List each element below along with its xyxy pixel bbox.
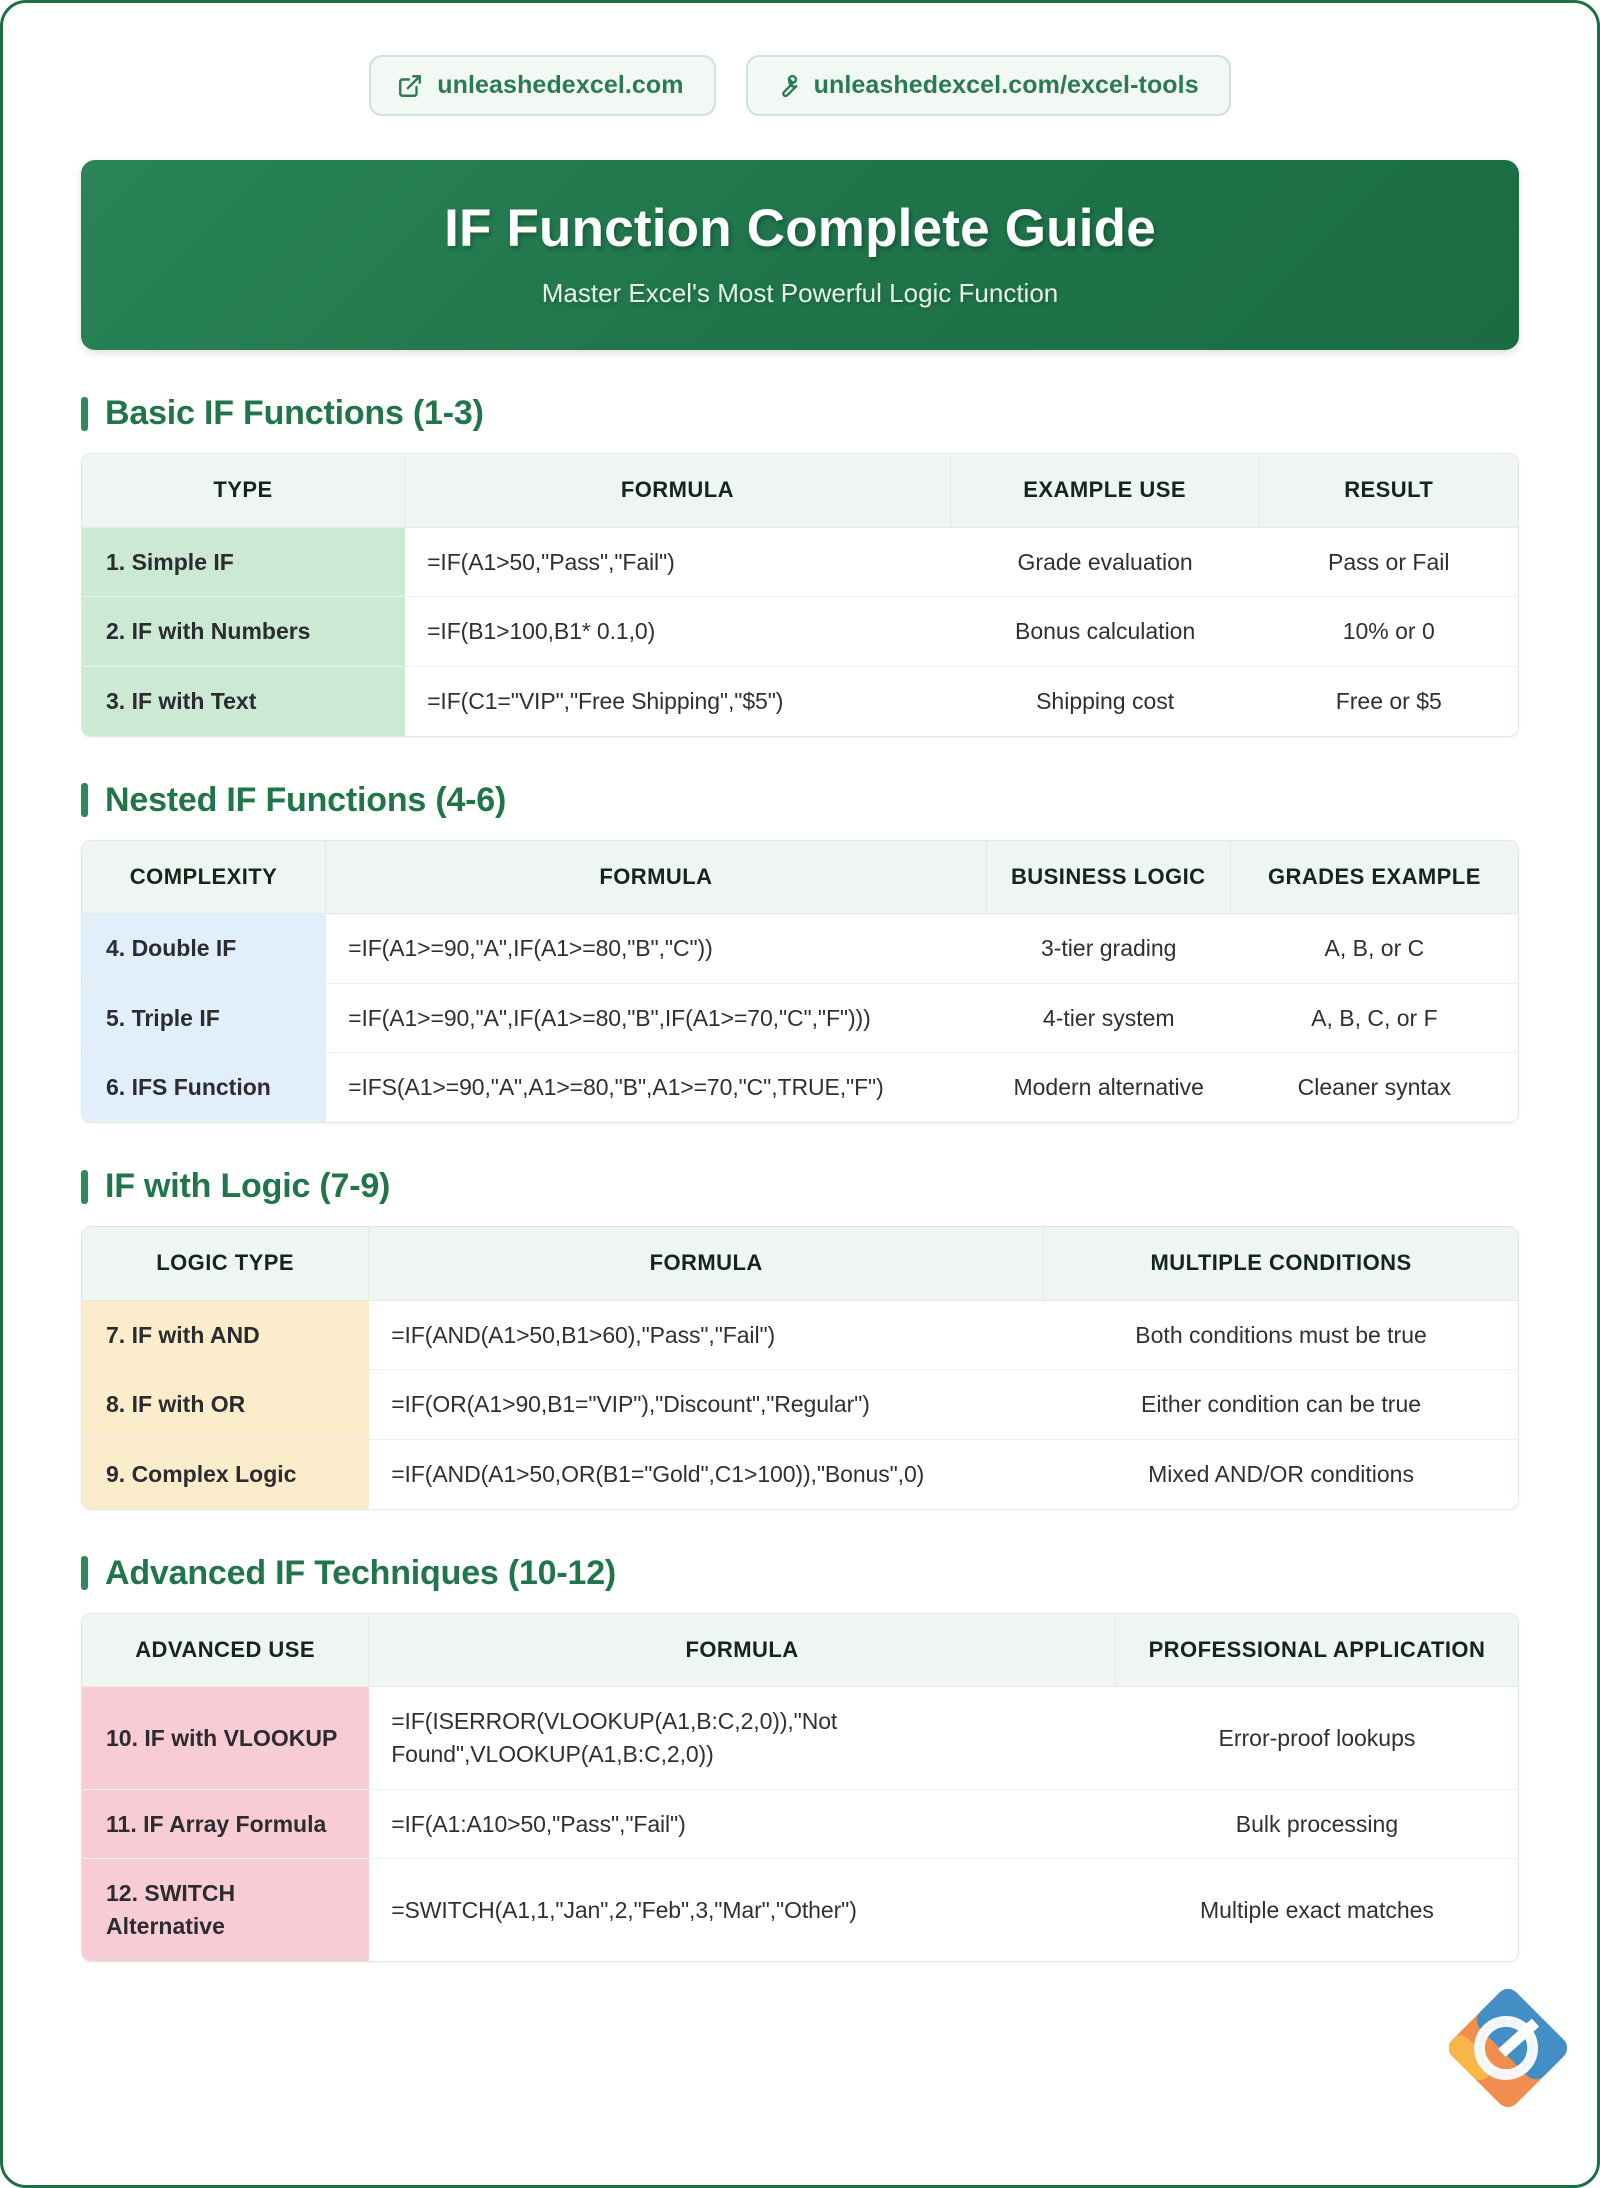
row-formula: =IF(OR(A1>90,B1="VIP"),"Discount","Regular") [369, 1370, 1044, 1440]
section-accent-bar [81, 783, 88, 817]
table-basic-if [81, 453, 1519, 737]
row-label: 7. IF with AND [82, 1301, 369, 1371]
row-formula: =IF(A1:A10>50,"Pass","Fail") [369, 1790, 1116, 1860]
row-grades-example: A, B, or C [1231, 914, 1518, 984]
row-label: 5. Triple IF [82, 984, 326, 1054]
column-header: GRADES EXAMPLE [1231, 841, 1518, 915]
table-row [82, 1859, 1518, 1960]
page-title: IF Function Complete Guide [444, 198, 1156, 258]
section-nested-if [81, 781, 1519, 1124]
section-title: Nested IF Functions (4-6) [105, 780, 507, 819]
row-formula: =IF(AND(A1>50,B1>60),"Pass","Fail") [369, 1301, 1044, 1371]
table-advanced-if [81, 1613, 1519, 1962]
row-formula: =IF(A1>=90,"A",IF(A1>=80,"B","C")) [326, 914, 987, 984]
section-header [81, 781, 1519, 820]
row-result: Free or $5 [1335, 687, 1442, 714]
column-header: BUSINESS LOGIC [987, 841, 1231, 915]
column-header: LOGIC TYPE [82, 1227, 369, 1301]
row-formula: =IF(B1>100,B1* 0.1,0) [405, 597, 951, 667]
row-conditions: Mixed AND/OR conditions [1148, 1461, 1414, 1488]
row-label: 4. Double IF [82, 914, 326, 984]
row-label: 6. IFS Function [82, 1053, 326, 1122]
row-result: Pass or Fail [1260, 528, 1519, 598]
column-header: RESULT [1260, 454, 1519, 528]
row-label: 9. Complex Logic [82, 1440, 369, 1509]
column-header: FORMULA [405, 454, 951, 528]
row-formula: =IF(ISERROR(VLOOKUP(A1,B:C,2,0)),"Not Found",VLOOKUP(A1,B:C,2,0)) [369, 1687, 1116, 1789]
row-example: Bonus calculation [951, 597, 1260, 667]
section-header [81, 1554, 1519, 1593]
table-header-row [82, 1614, 1518, 1688]
row-conditions: Either condition can be true [1044, 1370, 1518, 1440]
table-row [82, 1687, 1518, 1789]
row-formula: =IF(A1>50,"Pass","Fail") [405, 528, 951, 598]
hero-banner [81, 160, 1519, 350]
table-header-row [82, 1227, 1518, 1301]
table-row [82, 984, 1518, 1054]
row-result: 10% or 0 [1260, 597, 1519, 667]
link-website-label: unleashedexcel.com [437, 71, 684, 99]
row-formula: =SWITCH(A1,1,"Jan",2,"Feb",3,"Mar","Other") [391, 1896, 857, 1923]
section-accent-bar [81, 1170, 88, 1204]
row-label: 1. Simple IF [82, 528, 405, 598]
row-grades-example: A, B, C, or F [1231, 984, 1518, 1054]
table-header-row [82, 841, 1518, 915]
row-label: 3. IF with Text [82, 667, 405, 736]
row-example: Shipping cost [1036, 687, 1175, 714]
row-label: 10. IF with VLOOKUP [82, 1687, 369, 1789]
row-grades-example: Cleaner syntax [1297, 1074, 1452, 1101]
section-header [81, 1167, 1519, 1206]
link-excel-tools[interactable] [746, 55, 1231, 116]
table-row [82, 914, 1518, 984]
row-formula: =IF(AND(A1>50,OR(B1="Gold",C1>100)),"Bonus",0) [391, 1461, 925, 1488]
table-row [82, 1301, 1518, 1371]
section-title: Advanced IF Techniques (10-12) [105, 1553, 617, 1592]
row-label: 12. SWITCH Alternative [82, 1859, 369, 1960]
external-link-icon [397, 73, 423, 99]
link-excel-tools-label: unleashedexcel.com/excel-tools [813, 71, 1199, 99]
table-if-with-logic [81, 1226, 1519, 1510]
row-formula: =IF(A1>=90,"A",IF(A1>=80,"B",IF(A1>=70,"C","F"))) [326, 984, 987, 1054]
section-basic-if [81, 394, 1519, 737]
section-accent-bar [81, 397, 88, 431]
table-row [82, 597, 1518, 667]
row-formula: =IF(C1="VIP","Free Shipping","$5") [427, 687, 784, 714]
link-bar [3, 3, 1597, 116]
row-application: Bulk processing [1116, 1790, 1518, 1860]
column-header: MULTIPLE CONDITIONS [1044, 1227, 1518, 1301]
column-header: TYPE [82, 454, 405, 528]
table-row [82, 1440, 1518, 1509]
row-label: 2. IF with Numbers [82, 597, 405, 667]
section-title: IF with Logic (7-9) [105, 1167, 391, 1206]
column-header: FORMULA [369, 1614, 1116, 1688]
section-if-with-logic [81, 1167, 1519, 1510]
row-business-logic: 3-tier grading [987, 914, 1231, 984]
column-header: EXAMPLE USE [951, 454, 1260, 528]
row-application: Error-proof lookups [1116, 1687, 1518, 1789]
row-formula: =IFS(A1>=90,"A",A1>=80,"B",A1>=70,"C",TRUE,"F") [348, 1074, 884, 1101]
unleashed-excel-logo [1449, 1989, 1567, 2107]
column-header: FORMULA [369, 1227, 1044, 1301]
column-header: PROFESSIONAL APPLICATION [1116, 1614, 1518, 1688]
row-business-logic: Modern alternative [1013, 1074, 1204, 1101]
row-label: 8. IF with OR [82, 1370, 369, 1440]
section-advanced-if [81, 1554, 1519, 1962]
column-header: ADVANCED USE [82, 1614, 369, 1688]
table-row [82, 1370, 1518, 1440]
table-row [82, 667, 1518, 736]
column-header: FORMULA [326, 841, 987, 915]
table-row [82, 528, 1518, 598]
table-row [82, 1053, 1518, 1122]
page-subtitle: Master Excel's Most Powerful Logic Function [541, 278, 1059, 309]
section-accent-bar [81, 1556, 88, 1590]
link-website[interactable] [369, 55, 715, 116]
table-header-row [82, 454, 1518, 528]
row-business-logic: 4-tier system [987, 984, 1231, 1054]
row-example: Grade evaluation [951, 528, 1260, 598]
section-header [81, 394, 1519, 433]
row-label: 11. IF Array Formula [82, 1790, 369, 1860]
column-header: COMPLEXITY [82, 841, 326, 915]
table-nested-if [81, 840, 1519, 1124]
section-title: Basic IF Functions (1-3) [105, 394, 484, 432]
row-conditions: Both conditions must be true [1044, 1301, 1518, 1371]
wrench-icon [774, 73, 800, 99]
row-application: Multiple exact matches [1199, 1896, 1434, 1923]
table-row [82, 1790, 1518, 1860]
